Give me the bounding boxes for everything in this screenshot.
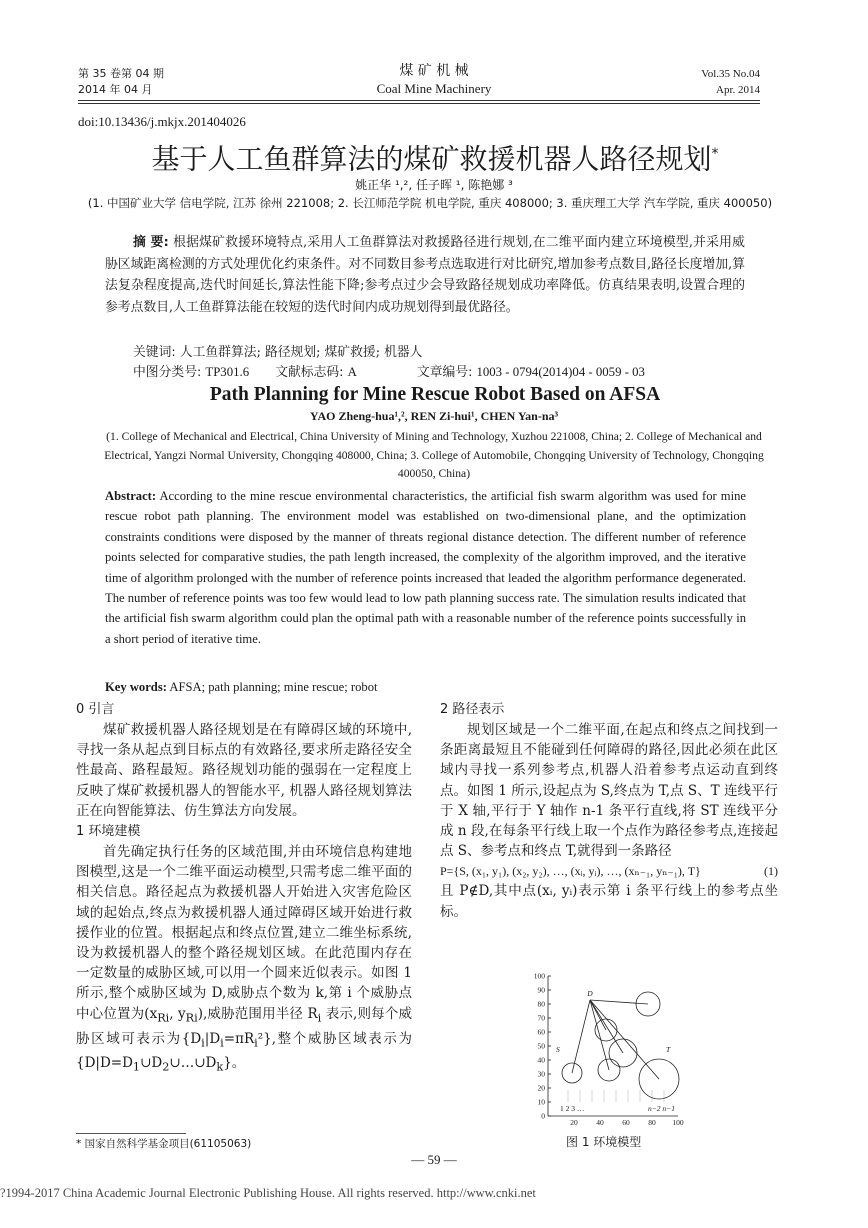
figure-caption: 图 1 环境模型 bbox=[566, 1135, 642, 1149]
s1-t11: =πR bbox=[223, 1030, 255, 1047]
journal-issue-cn bbox=[78, 66, 164, 98]
issue-line: 第 35 卷第 04 期 bbox=[78, 67, 164, 80]
authors-en: YAO Zheng-hua¹,², REN Zi-hui¹, CHEN Yan-na³ bbox=[309, 409, 559, 423]
article-no-label: 文章编号: bbox=[416, 365, 473, 380]
abstract-cn-text: 根据煤矿救援环境特点,采用人工鱼群算法对救援路径进行规划,在二维平面内建立环境模型,并采用威胁区域距离检测的方式处理优化约束条件。对不同数目参考点选取进行对比研究,增加参考点数目,路径长度增加,算法复杂程度提高,迭代时间延长,算法性能下降;参考点过少会导致路径规划成功率降低。仿真结果表明,设置合理的参考点数目,人工鱼群算法能在较短的迭代时间内成功规划得到最优路径。 bbox=[105, 235, 745, 315]
section-0-title: 0 引言 bbox=[76, 702, 115, 717]
segment-labels-right: n−2 n−1 bbox=[648, 1104, 675, 1113]
left-column bbox=[76, 700, 412, 1078]
figure-1-environment-model bbox=[520, 970, 690, 1126]
y-tick-label: 70 bbox=[537, 1013, 545, 1023]
section-2-title: 2 路径表示 bbox=[440, 702, 505, 717]
formula-number: (1) bbox=[764, 864, 778, 879]
x-tick-label: 60 bbox=[622, 1118, 630, 1126]
classification-line bbox=[133, 361, 773, 380]
segment-labels-left: 1 2 3 … bbox=[560, 1104, 585, 1113]
label-T: T bbox=[666, 1045, 671, 1054]
keywords-cn bbox=[133, 341, 422, 360]
y-tick-label: 10 bbox=[537, 1097, 545, 1107]
abstract-en-label: Abstract: bbox=[105, 489, 157, 503]
x-tick-label: 20 bbox=[570, 1118, 578, 1126]
y-tick-label: 0 bbox=[541, 1111, 545, 1121]
affiliations-en: (1. College of Mechanical and Electrical, China University of Mining and Technology, Xuzhou 221008, China; 2. College of Mechanical and Electrical, Yangzi Normal University, Chongqing 408000, China; 3. College of Automobile, Chongqing University of Technology, Chongqing 400050, China) bbox=[104, 430, 764, 480]
doc-code-value: A bbox=[347, 365, 357, 379]
s1-t13: ²},整个威胁区域表示为{D|D=D bbox=[76, 1030, 412, 1072]
s1-t5: ),威胁范围用半径 R bbox=[197, 1005, 318, 1022]
s1-t7: 表示,则每个威胁区域可表示为{D bbox=[76, 1005, 412, 1047]
abstract-en bbox=[105, 486, 746, 649]
paper-title-cn bbox=[90, 134, 780, 179]
doc-code-label: 文献标志码: bbox=[275, 365, 344, 380]
s1-t19: }。 bbox=[223, 1055, 246, 1072]
x-tick-label: 40 bbox=[596, 1118, 604, 1126]
journal-issue-en bbox=[701, 66, 760, 98]
abstract-cn bbox=[105, 232, 745, 318]
header-rule bbox=[78, 100, 760, 101]
x-tick-label: 100 bbox=[672, 1118, 684, 1126]
footnote: * 国家自然科学基金项目(61105063) bbox=[76, 1138, 252, 1150]
page-number: — 59 — bbox=[411, 1152, 457, 1167]
affiliations-cn: (1. 中国矿业大学 信电学院, 江苏 徐州 221008; 2. 长江师范学院 机电学院, 重庆 408000; 3. 重庆理工大学 汽车学院, 重庆 400050) bbox=[87, 196, 773, 210]
paper-title-en: Path Planning for Mine Rescue Robot Based on AFSA bbox=[209, 384, 661, 405]
abstract-cn-label: 摘 要: bbox=[133, 235, 169, 250]
abstract-en-text: According to the mine rescue environmental characteristics, the artificial fish swarm algorithm was used for mine rescue robot path planning. The environment model was established on two-dimensional plane, and the optimization constraints conditions were disposed by the manner of threats regional distance detection. The different number of reference points selected for comparative studies, the path length increased, the complexity of the algorithm improved, and the iterative time of algorithm prolonged with the number of reference points increased that leaded the algorithm performance degenerated. The number of reference points was too few would lead to low path planning success rate. The simulation results indicated that the artificial fish swarm algorithm could plan the optimal path with a reasonable number of the reference points successfully in a short period of iterative time. bbox=[105, 489, 746, 646]
s1-t9: |D bbox=[204, 1030, 221, 1047]
y-tick-label: 30 bbox=[537, 1069, 545, 1079]
s1-sub-i3: i bbox=[220, 1036, 224, 1050]
date-line: 2014 年 04 月 bbox=[78, 83, 153, 96]
journal-name-en: Coal Mine Machinery bbox=[376, 81, 492, 96]
y-tick-label: 20 bbox=[537, 1083, 545, 1093]
s1-sub-2: 2 bbox=[162, 1061, 170, 1075]
right-column bbox=[440, 700, 778, 922]
keywords-cn-label: 关键词: bbox=[133, 345, 176, 360]
distance-line bbox=[590, 1000, 648, 1004]
footnote-rule bbox=[76, 1133, 186, 1134]
formula-1: P={S, (x₁, y₁), (x₂, y₂), …, (xᵢ, yᵢ), …, (xₙ₋₁, yₙ₋₁), T} bbox=[440, 864, 701, 879]
x-tick-label: 80 bbox=[648, 1118, 656, 1126]
keywords-cn-text: 人工鱼群算法; 路径规划; 煤矿救援; 机器人 bbox=[179, 345, 423, 360]
article-no-value: 1003 - 0794(2014)04 - 0059 - 03 bbox=[476, 365, 645, 379]
s1-t15: ∪D bbox=[140, 1055, 163, 1072]
clc-label: 中图分类号: bbox=[133, 365, 202, 380]
y-tick-label: 60 bbox=[537, 1027, 545, 1037]
label-S: S bbox=[556, 1045, 560, 1054]
s1-sub-i2: i bbox=[201, 1036, 205, 1050]
header-rule-2 bbox=[78, 103, 760, 104]
s1-sub-1: 1 bbox=[132, 1061, 141, 1075]
s1-sub-k: k bbox=[216, 1061, 224, 1075]
s1-t3: , y bbox=[169, 1005, 186, 1022]
section-0-text: 煤矿救援机器人路径规划是在有障碍区域的环境中, 寻找一条从起点到目标点的有效路径,要求所走路径安全性最高、路程最短。路径规划功能的强弱在一定程度上反映了煤矿救援机器人的智能水平, 机器人路径规划算法正在向智能算法、仿生算法方向发展。 bbox=[76, 722, 412, 819]
keywords-en bbox=[105, 680, 378, 695]
title-text: 基于人工鱼群算法的煤矿救援机器人路径规划 bbox=[151, 142, 712, 176]
doi: doi:10.13436/j.mkjx.201404026 bbox=[78, 114, 246, 129]
y-tick-label: 100 bbox=[533, 971, 545, 981]
distance-line bbox=[590, 1000, 623, 1053]
keywords-en-label: Key words: bbox=[105, 680, 167, 694]
y-tick-label: 40 bbox=[537, 1055, 545, 1065]
clc-value: TP301.6 bbox=[205, 365, 250, 379]
volume-line: Vol.35 No.04 bbox=[701, 68, 760, 80]
y-tick-label: 50 bbox=[537, 1041, 545, 1051]
title-footnote-mark: * bbox=[711, 146, 719, 162]
label-D: D bbox=[587, 989, 593, 998]
s1-t1: 首先确定执行任务的区域范围,并由环境信息构建地图模型,这是一个二维平面运动模型,只需考虑二维平面的相关信息。路径起点为救援机器人开始进入灾害危险区域的起始点,终点为救援机器人通过障碍区域开始进行救援作业的位置。根据起点和终点位置,建立二维坐标系统,设为救援机器人的整个路径规划区域。在此范围内存在一定数量的威胁区域,可以用一个圆来近似表示。如图 1 所示,整个威胁区域为 D,威胁点个数为 k,第 i 个威胁点中心位置为(x bbox=[76, 844, 412, 1022]
footer-copyright: ?1994-2017 China Academic Journal Electronic Publishing House. All rights reserved. http://www.cnki.net bbox=[0, 1186, 536, 1200]
s1-t17: ∪…∪D bbox=[169, 1055, 217, 1072]
section-2-text-after: 且 P∉D,其中点(xᵢ, yᵢ)表示第 i 条平行线上的参考点坐标。 bbox=[440, 883, 778, 920]
distance-line bbox=[572, 1000, 590, 1073]
authors-cn: 姚正华 ¹,², 任子晖 ¹, 陈艳娜 ³ bbox=[355, 178, 513, 192]
journal-name bbox=[300, 62, 568, 98]
month-line: Apr. 2014 bbox=[716, 84, 760, 96]
y-tick-label: 90 bbox=[537, 985, 545, 995]
s1-sub-i4: i bbox=[254, 1036, 258, 1050]
keywords-en-text: AFSA; path planning; mine rescue; robot bbox=[169, 680, 378, 694]
y-tick-label: 80 bbox=[537, 999, 545, 1009]
journal-name-cn: 煤 矿 机 械 bbox=[399, 63, 469, 79]
section-1-text bbox=[76, 842, 412, 1078]
section-1-title: 1 环境建模 bbox=[76, 824, 141, 840]
s1-sub-i: i bbox=[317, 1011, 322, 1025]
s1-sub-Ri: Ri bbox=[157, 1011, 170, 1025]
s1-sub-Ri2: Ri bbox=[185, 1011, 198, 1025]
section-2-text: 规划区域是一个二维平面,在起点和终点之间找到一条距离最短且不能碰到任何障碍的路径,因此必须在此区域内寻找一系列参考点,机器人沿着参考点运动直到终点。如图 1 所示,设起点为 S,终点为 T,点 S、T 连线平行于 X 轴,平行于 Y 轴作 n-1 条平行直线,将 ST 连线平分成 n 段,在每条平行线上取一个点作为路径参考点,连接起点 S、参考点和终点 T,就得到一条路径 bbox=[440, 722, 778, 860]
formula-line bbox=[440, 861, 778, 881]
